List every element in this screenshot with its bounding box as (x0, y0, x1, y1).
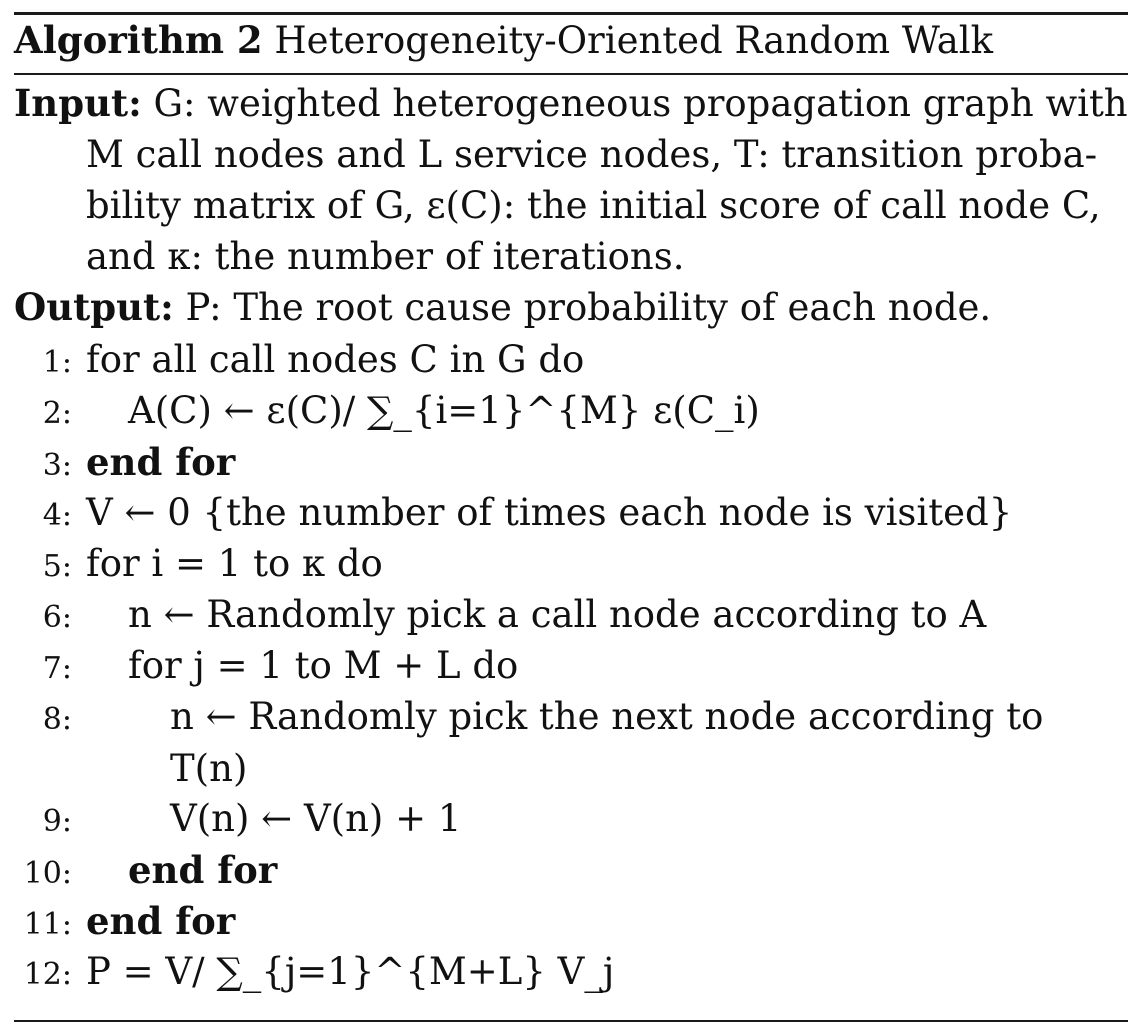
output-text: P: The root cause probability of each node. (185, 286, 992, 329)
step-8 (14, 691, 1128, 795)
algorithm-name: Heterogeneity-Oriented Random Walk (274, 19, 994, 62)
step-number: 8: (42, 702, 72, 737)
input-section (14, 78, 1128, 282)
step-3 (14, 436, 235, 492)
step-text: for j = 1 to M + L do (128, 644, 519, 687)
output-section (14, 282, 1128, 333)
input-line-4: and κ: the number of iterations. (86, 235, 685, 278)
step-9 (14, 793, 461, 848)
step-2 (14, 385, 760, 440)
input-keyword: Input: (14, 81, 142, 125)
algorithm-block (14, 0, 1128, 1030)
step-1 (14, 334, 584, 389)
step-7 (14, 640, 518, 695)
algorithm-label: Algorithm 2 (14, 18, 263, 62)
top-rule (14, 12, 1128, 15)
step-number: 1: (42, 345, 72, 380)
step-number: 3: (42, 448, 72, 483)
title-rule (14, 73, 1128, 75)
bottom-rule (14, 1020, 1128, 1022)
step-number: 12: (23, 957, 72, 992)
step-text: n ← Randomly pick the next node according to T(n) (170, 695, 1044, 790)
step-12 (14, 946, 614, 1001)
input-line-2: M call nodes and L service nodes, T: transition proba- (86, 133, 1098, 176)
step-11 (14, 895, 235, 951)
step-5 (14, 538, 383, 593)
step-number: 9: (42, 804, 72, 839)
step-number: 6: (42, 600, 72, 635)
step-10 (14, 844, 277, 900)
step-text: n ← Randomly pick a call node according to A (128, 593, 987, 636)
output-keyword: Output: (14, 285, 174, 329)
step-number: 2: (42, 396, 72, 431)
step-number: 5: (42, 549, 72, 584)
input-line-3: bility matrix of G, ε(C): the initial score of call node C, (86, 184, 1101, 227)
algorithm-title (14, 18, 993, 63)
step-text: end for (128, 848, 278, 892)
step-text: end for (86, 899, 236, 943)
step-number: 10: (23, 856, 72, 891)
step-text: V ← 0 {the number of times each node is visited} (86, 491, 1013, 534)
step-text: for i = 1 to κ do (86, 542, 383, 585)
step-text: for all call nodes C in G do (86, 338, 585, 381)
step-number: 11: (23, 907, 72, 942)
step-text: A(C) ← ε(C)/ ∑_{i=1}^{M} ε(C_i) (128, 389, 760, 432)
input-text-1: G: weighted heterogeneous propagation graph with (153, 82, 1128, 125)
step-number: 4: (42, 498, 72, 533)
step-6 (14, 589, 986, 644)
step-text: V(n) ← V(n) + 1 (170, 797, 462, 840)
step-text: end for (86, 440, 236, 484)
step-number: 7: (42, 651, 72, 686)
input-line-1 (14, 78, 1128, 129)
step-text: P = V/ ∑_{j=1}^{M+L} V_j (86, 950, 615, 993)
step-4 (14, 487, 1012, 542)
